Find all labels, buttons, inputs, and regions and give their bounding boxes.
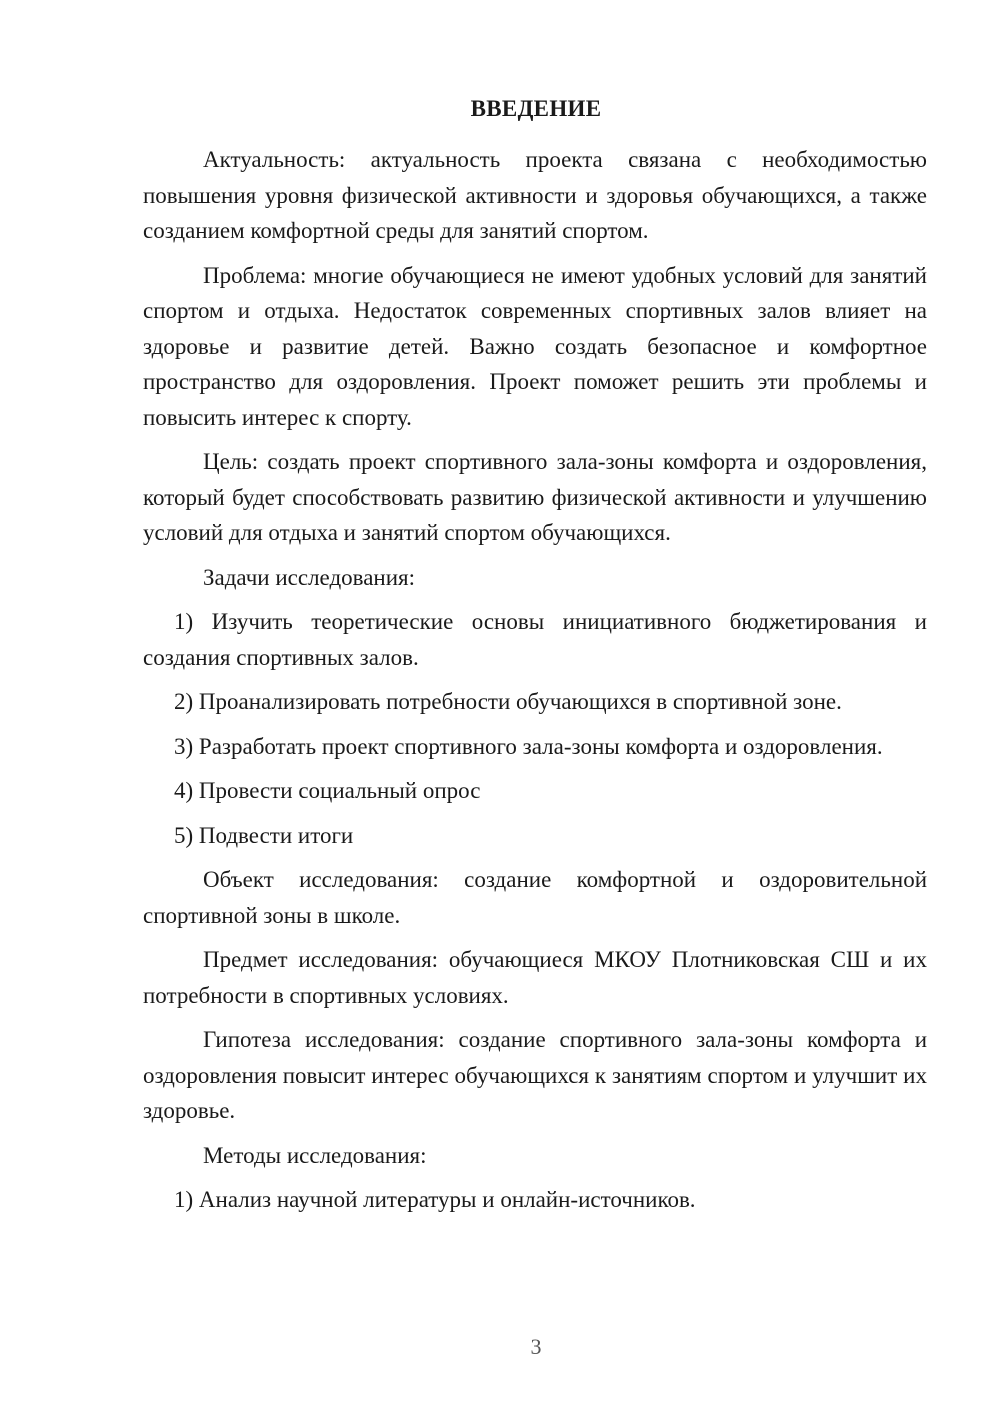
section-title: ВВЕДЕНИЕ [470,96,602,121]
paragraph-tasks-heading: Задачи исследования: [203,564,416,590]
section-body [143,142,927,1227]
page-number: 3 [530,1334,542,1359]
list-item-task-3: 3) Разработать проект спортивного зала-зоны комфорта и оздоровления. [174,733,883,759]
list-item-task-5: 5) Подвести итоги [174,822,354,848]
paragraph-relevance: Актуальность: актуальность проекта связана с необходимостью повышения уровня физической активности и здоровья обучающихся, а также созданием комфортной среды для занятий спортом. [143,147,927,243]
paragraph-methods-heading: Методы исследования: [203,1142,427,1168]
list-item-method-1: 1) Анализ научной литературы и онлайн-источников. [174,1187,696,1212]
paragraph-goal: Цель: создать проект спортивного зала-зоны комфорта и оздоровления, который будет способствовать развитию физической активности и улучшению условий для отдыха и занятий спортом обучающихся. [143,449,927,545]
paragraph-subject: Предмет исследования: обучающиеся МКОУ Плотниковская СШ и их потребности в спортивных условиях. [143,947,927,1008]
paragraph-problem: Проблема: многие обучающиеся не имеют удобных условий для занятий спортом и отдыха. Недостаток современных спортивных залов влияет на здоровье и развитие детей. Важно создать безопасное и комфортное пространство для оздоровления. Проект поможет решить эти проблемы и повысить интерес к спорту. [143,262,927,430]
list-item-task-4: 4) Провести социальный опрос [174,778,481,803]
paragraph-object: Объект исследования: создание комфортной и оздоровительной спортивной зоны в школе. [143,867,927,928]
paragraph-hypothesis: Гипотеза исследования: создание спортивного зала-зоны комфорта и оздоровления повысит интерес обучающихся к занятиям спортом и улучшит их здоровье. [143,1027,927,1123]
list-item-task-1: 1) Изучить теоретические основы инициативного бюджетирования и создания спортивных залов. [143,609,927,670]
list-item-task-2: 2) Проанализировать потребности обучающихся в спортивной зоне. [174,689,842,714]
